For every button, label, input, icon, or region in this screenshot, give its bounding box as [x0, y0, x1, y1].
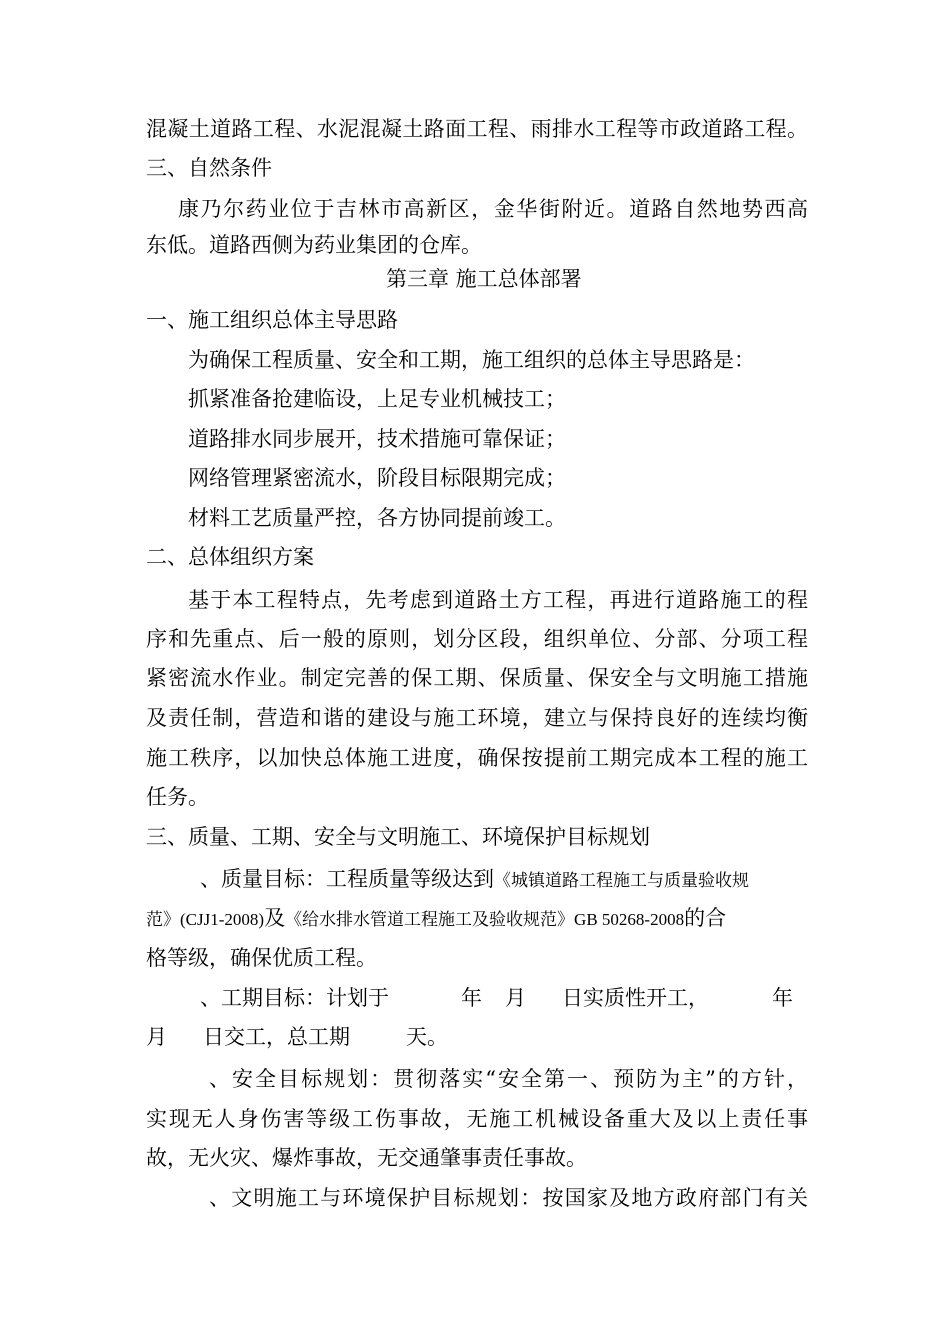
chapter-title: 第三章 施工总体部署 [386, 267, 582, 291]
paragraph-line: 序和先重点、后一般的原则，划分区段，组织单位、分部、分项工程 [146, 627, 808, 651]
list-item: 道路排水同步展开，技术措施可靠保证； [188, 427, 566, 451]
month-blank: 月 [505, 986, 526, 1010]
section-heading: 三、自然条件 [146, 156, 272, 180]
paragraph-line: 、安全目标规划：贯彻落实“安全第一、预防为主”的方针， [209, 1067, 808, 1091]
conjunction-text: 及 [264, 906, 286, 930]
month-blank: 月 [146, 1025, 167, 1049]
paragraph-line: 紧密流水作业。制定完善的保工期、保质量、保安全与文明施工措施 [146, 666, 808, 690]
paragraph-line: 故，无火灾、爆炸事故，无交通肇事责任事故。 [146, 1146, 587, 1170]
list-item: 网络管理紧密流水，阶段目标限期完成； [188, 466, 566, 490]
paragraph-line [200, 865, 749, 893]
paragraph-line: 康乃尔药业位于吉林市高新区，金华街附近。道路自然地势西高 [178, 197, 808, 221]
standard-code: 范》(CJJ1-2008) [146, 910, 265, 929]
paragraph-line: 、文明施工与环境保护目标规划：按国家及地方政府部门有关 [209, 1186, 808, 1210]
start-date-text: 日实质性开工， [562, 986, 709, 1010]
paragraph-line: 东低。道路西侧为药业集团的仓库。 [146, 233, 482, 257]
year-blank: 年 [772, 986, 793, 1010]
paragraph-line [146, 904, 726, 932]
section-heading: 三、质量、工期、安全与文明施工、环境保护目标规划 [146, 825, 650, 849]
list-item: 抓紧准备抢建临设，上足专业机械技工； [188, 387, 566, 411]
paragraph-line: 及责任制，营造和谐的建设与施工环境，建立与保持良好的连续均衡 [146, 706, 808, 730]
paragraph-line: 为确保工程质量、安全和工期，施工组织的总体主导思路是： [188, 348, 755, 372]
paragraph-text: 的合 [684, 906, 727, 930]
list-item: 材料工艺质量严控，各方协同提前竣工。 [188, 506, 566, 530]
completion-text: 日交工，总工期 [203, 1025, 350, 1049]
standard-citation: 《给水排水管道工程施工及验收规范》GB 50268-2008 [285, 910, 685, 929]
paragraph-line: 格等级，确保优质工程。 [146, 946, 377, 970]
paragraph-line: 基于本工程特点，先考虑到道路土方工程，再进行道路施工的程 [188, 588, 808, 612]
days-blank: 天。 [406, 1025, 448, 1049]
quality-target-label: 、质量目标：工程质量等级达到 [200, 867, 494, 891]
section-heading: 一、施工组织总体主导思路 [146, 308, 398, 332]
paragraph-line: 混凝土道路工程、水泥混凝土路面工程、雨排水工程等市政道路工程。 [146, 117, 808, 141]
section-heading: 二、总体组织方案 [146, 545, 314, 569]
paragraph-line: 施工秩序，以加快总体施工进度，确保按提前工期完成本工程的施工 [146, 746, 808, 770]
paragraph-line: 实现无人身伤害等级工伤事故，无施工机械设备重大及以上责任事 [146, 1107, 808, 1131]
paragraph-line: 任务。 [146, 785, 209, 809]
schedule-target-label: 、工期目标：计划于 [200, 986, 389, 1010]
year-blank: 年 [461, 986, 482, 1010]
standard-citation: 《城镇道路工程施工与质量验收规 [494, 871, 749, 890]
